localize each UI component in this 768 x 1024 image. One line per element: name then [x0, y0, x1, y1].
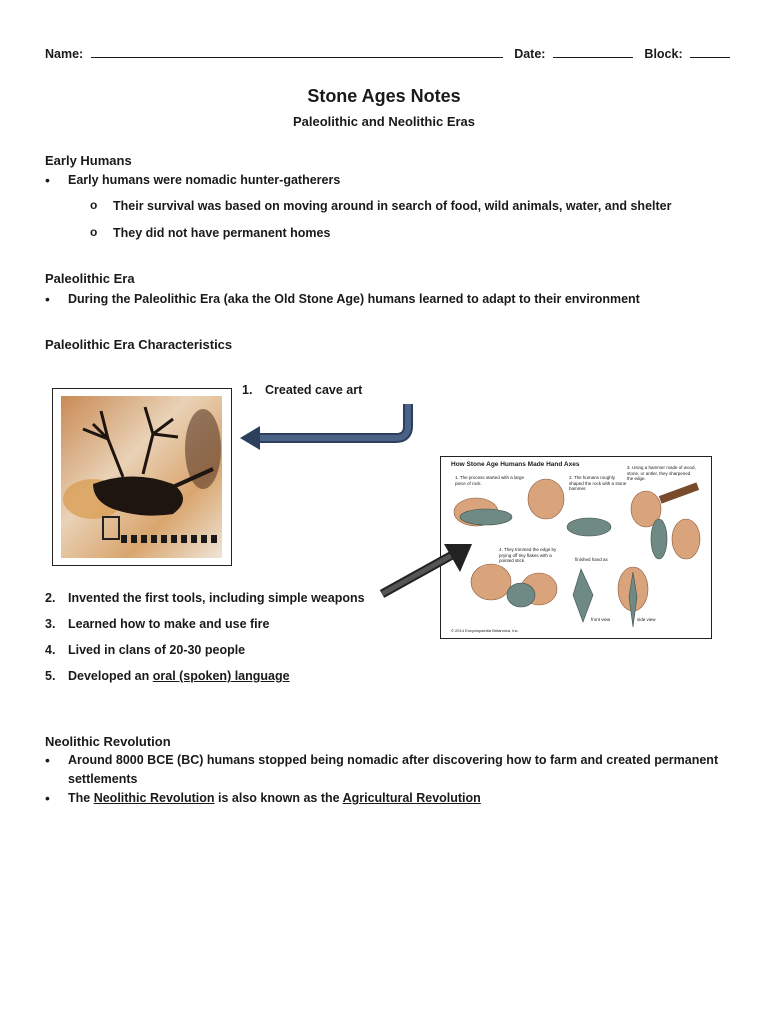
block-field-line[interactable] [690, 47, 730, 58]
neolithic-bullet-2 [68, 791, 481, 805]
bullet-icon: • [45, 790, 50, 806]
bullet-icon: • [45, 172, 50, 188]
char-number-3: 3. [45, 617, 56, 631]
name-label: Name: [45, 47, 84, 61]
block-label: Block: [644, 47, 683, 61]
paleolithic-era-heading: Paleolithic Era [45, 271, 135, 286]
arrow-up-right-icon [376, 538, 476, 602]
char-item-5-prefix: Developed an [68, 669, 153, 683]
early-humans-sub-2: They did not have permanent homes [113, 226, 331, 240]
char-item-5 [68, 669, 290, 683]
neolithic-revolution-heading: Neolithic Revolution [45, 734, 171, 749]
cave-art-image [52, 388, 232, 566]
char-number-5: 5. [45, 669, 56, 683]
worksheet-header [45, 47, 725, 61]
char-number-2: 2. [45, 591, 56, 605]
characteristics-heading: Paleolithic Era Characteristics [45, 337, 233, 352]
figure-step-4: 4. They trimmed the edge by prying off tiny flakes with a pointed stick. [499, 547, 557, 563]
figure-step-3: 3. Using a hammer made of wood, stone, or antler, they sharpened the edge. [627, 465, 696, 481]
circle-bullet-icon: o [90, 198, 98, 212]
page-subtitle: Paleolithic and Neolithic Eras [292, 114, 476, 129]
figure-title: How Stone Age Humans Made Hand Axes [451, 461, 580, 468]
neolithic-bullet-1-line-1: Around 8000 BCE (BC) humans stopped being nomadic after discovering how to farm and created permanent [68, 753, 719, 767]
arrow-left-icon [236, 402, 416, 450]
early-humans-heading: Early Humans [45, 153, 132, 168]
figure-step-1: 1. The process started with a large piece of rock. [455, 475, 524, 486]
char-item-3: Learned how to make and use fire [68, 617, 270, 631]
char-number-1: 1. [242, 383, 253, 397]
bullet-icon: • [45, 752, 50, 768]
char-item-4: Lived in clans of 20-30 people [68, 643, 246, 657]
early-humans-sub-1: Their survival was based on moving around in search of food, wild animals, water, and shelter [113, 199, 672, 213]
agricultural-revolution-term: Agricultural Revolution [342, 791, 481, 805]
page-title: Stone Ages Notes [307, 86, 461, 106]
figure-step-2: 2. The humans roughly shaped the rock with a stone hammer. [569, 475, 627, 491]
date-field-line[interactable] [553, 47, 633, 58]
char-number-4: 4. [45, 643, 56, 657]
figure-finished-label: finished hand ax [575, 557, 608, 562]
paleolithic-era-bullet: During the Paleolithic Era (aka the Old Stone Age) humans learned to adapt to their environment [68, 292, 640, 306]
figure-copyright: © 2014 Encyclopaedia Britannica, Inc. [451, 628, 519, 633]
neolithic-bullet-2-middle: is also known as the [214, 791, 343, 805]
neolithic-bullet-2-prefix: The [68, 791, 94, 805]
neolithic-revolution-term: Neolithic Revolution [93, 791, 215, 805]
figure-side-view: side view [637, 617, 656, 622]
figure-front-view: front view [591, 617, 611, 622]
date-label: Date: [514, 47, 546, 61]
bullet-icon: • [45, 291, 50, 307]
cave-art-illustration [53, 389, 231, 565]
char-item-2: Invented the first tools, including simple weapons [68, 591, 365, 605]
hand-axe-figure [440, 456, 712, 639]
early-humans-bullet: Early humans were nomadic hunter-gatherers [68, 173, 341, 187]
char-item-1: Created cave art [265, 383, 363, 397]
name-field-line[interactable] [91, 47, 503, 58]
neolithic-bullet-1-line-2: settlements [68, 772, 138, 786]
circle-bullet-icon: o [90, 225, 98, 239]
char-item-5-underlined: oral (spoken) language [152, 669, 290, 683]
